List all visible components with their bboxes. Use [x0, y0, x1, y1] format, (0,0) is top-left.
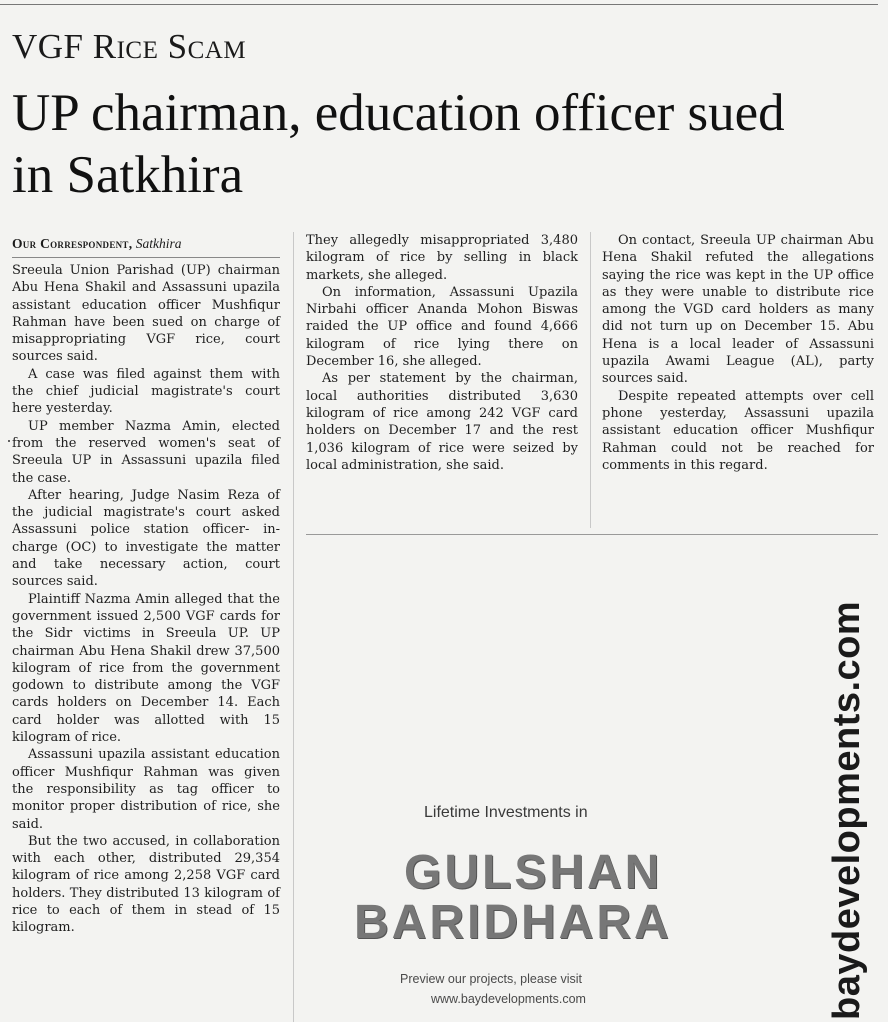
advert-preview-text: Preview our projects, please visit: [400, 972, 583, 986]
byline-place: Satkhira: [135, 236, 182, 251]
paragraph: As per statement by the chairman, local authorities distributed 3,630 kilogram of rice among 242 VGF card holders on December 17 and the rest 1,036 kilogram of rice were seized by local administration, she said.: [306, 371, 578, 473]
column-divider: [590, 232, 591, 528]
article-column-3: [602, 232, 874, 474]
advertisement: [306, 540, 878, 1022]
article-column-1: [12, 262, 280, 937]
paragraph: A case was filed against them with the chief judicial magistrate's court here yesterday.: [12, 366, 280, 417]
byline-author: Our Correspondent,: [12, 236, 133, 251]
paragraph: Assassuni upazila assistant education officer Mushfiqur Rahman was given the responsibility as tag officer to monitor proper distribution of rice, she said.: [12, 747, 280, 832]
paragraph: But the two accused, in collaboration with each other, distributed 29,354 kilogram of rice among 2,258 VGF card holders. They distributed 13 kilogram of rice to each of them in stead of 15 kilogram.: [12, 833, 280, 936]
advert-vertical-url: baydevelopments.com: [826, 600, 868, 1020]
advert-top-rule: [306, 534, 878, 535]
advert-tagline: Lifetime Investments in: [424, 804, 588, 821]
top-rule: [0, 4, 878, 5]
paragraph: Despite repeated attempts over cell phone yesterday, Assassuni upazila assistant education officer Mushfiqur Rahman could not be reached for comments in this regard.: [602, 388, 874, 473]
print-speck: [8, 440, 10, 442]
paragraph: UP member Nazma Amin, elected from the reserved women's seat of Sreeula UP in Assassuni upazila filed the case.: [12, 418, 280, 486]
advert-brand-baridhara: BARIDHARA: [354, 896, 672, 949]
paragraph: On contact, Sreeula UP chairman Abu Hena Shakil refuted the allegations saying the rice was kept in the UP office as they were unable to distribute rice among the VGD card holders as many did not turn up on December 15. Abu Hena is a local leader of Assassuni upazila Awami League (AL), party sources said.: [602, 233, 874, 387]
advert-brand-gulshan: GULSHAN: [404, 846, 663, 899]
paragraph: Plaintiff Nazma Amin alleged that the government issued 2,500 VGF cards for the Sidr victims in Sreeula UP. UP chairman Abu Hena Shakil drew 37,500 kilogram of rice from the government godown to distribute among the VGF cards holders on December 14. Each card holder was allotted with 15 kilogram of rice.: [12, 591, 280, 746]
paragraph: On information, Assassuni Upazila Nirbahi officer Ananda Mohon Biswas raided the UP office and found 4,666 kilogram of rice lying there on December 16, she alleged.: [306, 284, 578, 370]
byline: [12, 236, 182, 252]
paragraph: Sreeula Union Parishad (UP) chairman Abu Hena Shakil and Assassuni upazila assistant education officer Mushfiqur Rahman have been sued on charge of misappropriating VGF rice, court sources said.: [12, 263, 280, 365]
paragraph: After hearing, Judge Nasim Reza of the judicial magistrate's court asked Assassuni police station officer- in-charge (OC) to investigate the matter and take necessary action, court sources said.: [12, 487, 280, 590]
section-kicker: VGF Rice Scam: [12, 27, 247, 66]
article-headline: UP chairman, education officer sued in Satkhira: [12, 84, 785, 204]
byline-rule: [12, 257, 280, 258]
advert-preview-url: www.baydevelopments.com: [431, 992, 586, 1006]
column-divider: [293, 232, 294, 1022]
article-column-2: [306, 232, 578, 474]
paragraph: They allegedly misappropriated 3,480 kilogram of rice by selling in black markets, she alleged.: [306, 233, 578, 283]
